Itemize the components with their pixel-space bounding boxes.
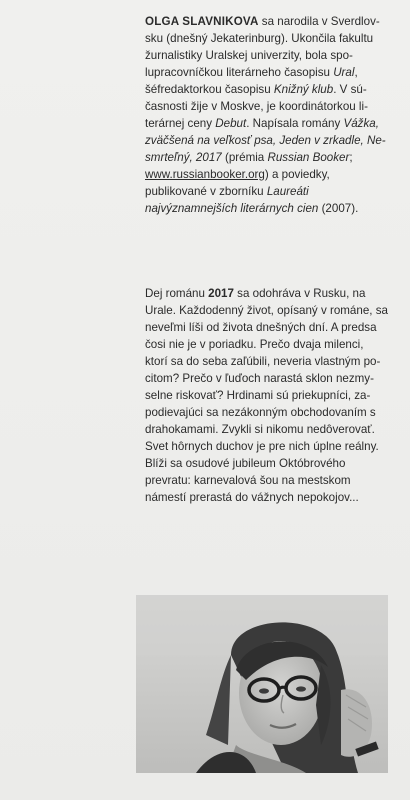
author-name: OLGA SLAVNIKOVA xyxy=(145,15,259,28)
magazine-knizny-klub: Knižný klub xyxy=(273,83,334,96)
synopsis-text-1: Dej románu xyxy=(145,287,209,300)
bio-text-4: . Napísala romány xyxy=(246,117,344,130)
bio-text-5: (prémia xyxy=(221,151,268,164)
author-portrait-image xyxy=(136,595,388,773)
magazine-ural: Ural xyxy=(333,66,355,79)
novel-titles: Vážka, zväčšená na veľkosť psa, Jeden v zrkadle, Nesmrteľný, 2017 xyxy=(145,117,386,164)
author-photo xyxy=(136,595,388,773)
bio-text-8: (2007). xyxy=(318,202,359,215)
author-bio xyxy=(145,13,388,217)
synopsis-text-2: sa odohráva v Rusku, na Urale. Každodenný život, opísaný v románe, sa neveľmi líši od života dnešných dní. A predsa čosi nie je v poriadku. Prečo dvaja milenci, ktorí sa do seba zaľúbili, neveria vlastným pocitom? Prečo v ľuďoch narastá sklon nezmyselne riskovať? Hrdinami sú priekupníci, zapodievajúci sa nezákonným obchodovaním s drahokamami. Zvykli si nikomu nedôverovať. Svet hôrnych duchov je pre nich úplne reálny. Blíži sa osudové jubileum Októbrového prevratu: karnevalová šou na mestskom námestí prerastá do vážnych nepokojov... xyxy=(145,287,388,504)
novel-synopsis xyxy=(145,285,388,506)
anthology-title: Laureáti najvýznamnejších literárnych cien xyxy=(145,185,319,215)
novel-title: 2017 xyxy=(208,287,234,300)
prize-russian-booker: Russian Booker xyxy=(267,151,350,164)
booker-website-link[interactable]: www.russianbooker.org xyxy=(145,168,265,181)
bio-text-3: . V súčasnosti žije v Moskve, je koordinátorkou literárnej ceny xyxy=(145,83,368,130)
bio-text-1: sa narodila v Sverdlovsku (dnešný Jekaterinburg). Ukončila fakultu žurnalistiky Uralskej univerzity, bola spolupracovníčkou literárneho časopisu xyxy=(145,15,380,79)
bio-text-6: ; xyxy=(349,151,353,164)
prize-debut: Debut xyxy=(215,117,247,130)
bio-text-2: , šéfredaktorkou časopisu xyxy=(145,66,358,96)
bio-text-7: ) a poviedky, publikované v zborníku xyxy=(145,168,330,198)
